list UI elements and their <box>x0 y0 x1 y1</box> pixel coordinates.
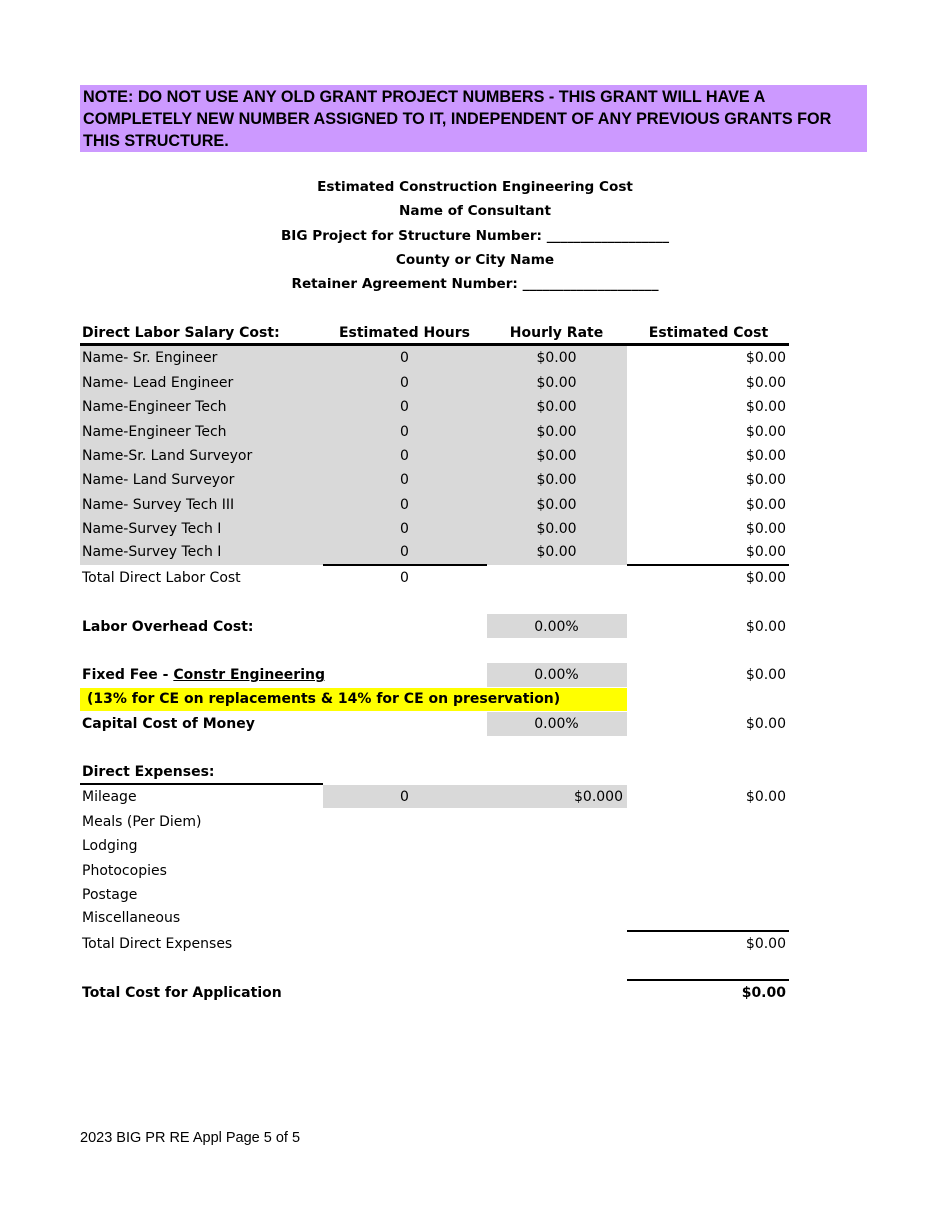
fixed-fee-note: (13% for CE on replacements & 14% for CE on preservation) <box>87 691 561 707</box>
hours-total-line <box>323 564 487 566</box>
fixed-fee-prefix: Fixed Fee - <box>82 667 174 683</box>
county-city-name: County or City Name <box>395 252 555 268</box>
labor-hours: 0 <box>400 399 409 415</box>
total-expenses-cost: $0.00 <box>745 936 786 952</box>
labor-rate: $0.00 <box>536 350 577 366</box>
labor-rate: $0.00 <box>536 472 577 488</box>
labor-cost: $0.00 <box>745 399 786 415</box>
labor-hours: 0 <box>400 497 409 513</box>
page-footer: 2023 BIG PR RE Appl Page 5 of 5 <box>80 1130 301 1146</box>
labor-cost: $0.00 <box>745 521 786 537</box>
capital-cost: $0.00 <box>745 716 786 732</box>
retainer-agreement-line: Retainer Agreement Number: ____________________ <box>291 276 659 292</box>
overhead-cost: $0.00 <box>745 619 786 635</box>
labor-rate: $0.00 <box>536 375 577 391</box>
labor-rate: $0.00 <box>536 399 577 415</box>
direct-expenses-label: Direct Expenses: <box>82 764 215 780</box>
labor-name: Name-Engineer Tech <box>82 399 227 415</box>
labor-hours: 0 <box>400 521 409 537</box>
labor-name: Name-Engineer Tech <box>82 424 227 440</box>
expense-item: Postage <box>82 887 138 903</box>
grand-total-line <box>627 979 789 981</box>
fixed-fee-cost: $0.00 <box>745 667 786 683</box>
structure-number-line: BIG Project for Structure Number: __________________ <box>280 228 670 244</box>
note-banner: NOTE: DO NOT USE ANY OLD GRANT PROJECT NUMBERS - THIS GRANT WILL HAVE A COMPLETELY NEW NUMBER ASSIGNED TO IT, INDEPENDENT OF ANY PREVIOUS GRANTS FOR THIS STRUCTURE. <box>80 85 867 152</box>
labor-hours: 0 <box>400 424 409 440</box>
labor-hours: 0 <box>400 448 409 464</box>
grand-total-label: Total Cost for Application <box>82 985 282 1001</box>
labor-cost: $0.00 <box>745 424 786 440</box>
labor-name: Name- Sr. Engineer <box>82 350 218 366</box>
labor-cost: $0.00 <box>745 497 786 513</box>
expense-item: Meals (Per Diem) <box>82 814 202 830</box>
overhead-rate: 0.00% <box>534 619 579 635</box>
total-labor-cost: $0.00 <box>745 570 786 586</box>
expenses-total-line <box>627 930 789 932</box>
overhead-label: Labor Overhead Cost: <box>82 619 254 635</box>
labor-cost: $0.00 <box>745 472 786 488</box>
total-labor-label: Total Direct Labor Cost <box>82 570 241 586</box>
mileage-cost: $0.00 <box>745 789 786 805</box>
labor-cost: $0.00 <box>745 350 786 366</box>
mileage-rate: $0.000 <box>574 789 623 805</box>
total-labor-hours: 0 <box>400 570 409 586</box>
labor-hours: 0 <box>400 375 409 391</box>
labor-cost: $0.00 <box>745 544 786 560</box>
fixed-fee-type: Constr Engineering <box>173 667 325 683</box>
labor-hours: 0 <box>400 472 409 488</box>
expense-item: Photocopies <box>82 863 167 879</box>
expense-item: Miscellaneous <box>82 910 181 926</box>
labor-rate: $0.00 <box>536 544 577 560</box>
labor-name: Name-Sr. Land Surveyor <box>82 448 253 464</box>
labor-rate: $0.00 <box>536 448 577 464</box>
labor-hours: 0 <box>400 350 409 366</box>
labor-cost: $0.00 <box>745 448 786 464</box>
col-header-rate: Hourly Rate <box>509 325 604 341</box>
direct-expenses-underline <box>80 783 323 785</box>
col-header-cost: Estimated Cost <box>648 325 769 341</box>
fixed-fee-label <box>82 665 325 685</box>
labor-name: Name-Survey Tech I <box>82 521 222 537</box>
capital-label: Capital Cost of Money <box>82 716 255 732</box>
form-title: Estimated Construction Engineering Cost <box>317 179 633 195</box>
capital-rate: 0.00% <box>534 716 579 732</box>
fixed-fee-rate: 0.00% <box>534 667 579 683</box>
labor-name: Name-Survey Tech I <box>82 544 222 560</box>
col-header-hours: Estimated Hours <box>338 325 471 341</box>
labor-name: Name- Land Surveyor <box>82 472 235 488</box>
cost-total-line <box>627 564 789 566</box>
grand-total-cost: $0.00 <box>741 985 786 1001</box>
header-underline <box>80 343 789 346</box>
mileage-qty: 0 <box>400 789 409 805</box>
mileage-label: Mileage <box>82 789 137 805</box>
labor-name: Name- Lead Engineer <box>82 375 234 391</box>
labor-hours: 0 <box>400 544 409 560</box>
consultant-name: Name of Consultant <box>399 203 551 219</box>
labor-rate: $0.00 <box>536 521 577 537</box>
expense-item: Lodging <box>82 838 138 854</box>
labor-rate: $0.00 <box>536 497 577 513</box>
labor-name: Name- Survey Tech III <box>82 497 235 513</box>
labor-cost: $0.00 <box>745 375 786 391</box>
col-header-name: Direct Labor Salary Cost: <box>82 325 280 341</box>
labor-rate: $0.00 <box>536 424 577 440</box>
total-expenses-label: Total Direct Expenses <box>82 936 233 952</box>
